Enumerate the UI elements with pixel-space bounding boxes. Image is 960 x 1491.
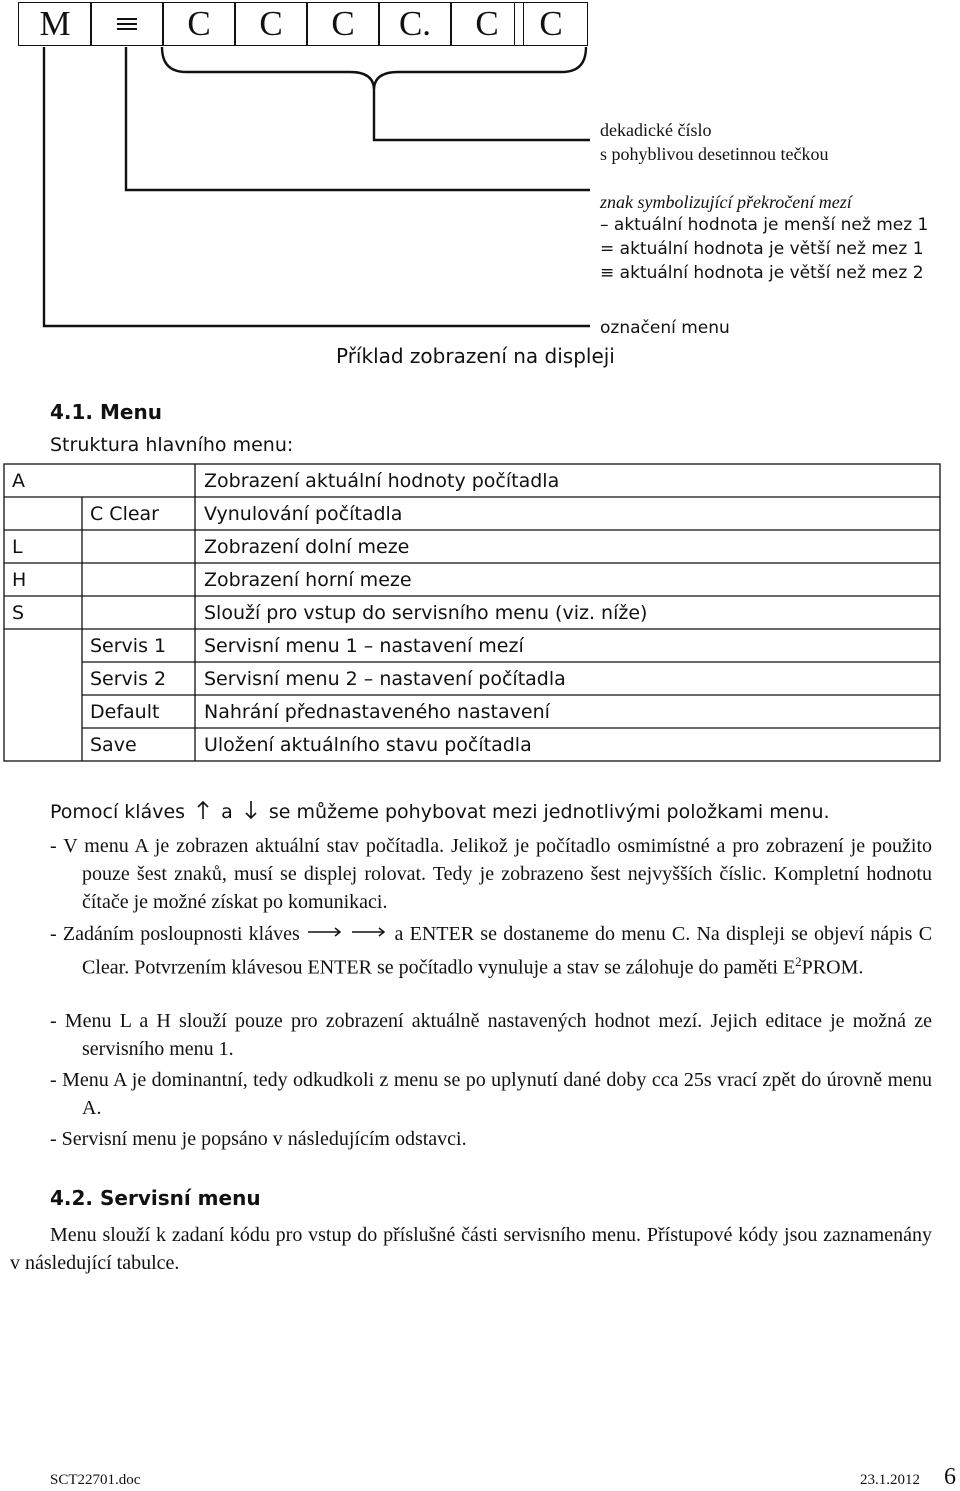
menu-description-cell: Slouží pro vstup do servisního menu (viz. níže) <box>204 601 648 624</box>
menu-key-cell: S <box>12 601 25 624</box>
decimal-annotation-line-2: s pohyblivou desetinnou tečkou <box>600 144 829 164</box>
footer-filename: SCT22701.doc <box>50 1472 141 1488</box>
limit-annotation-title: znak symbolizující překročení mezí <box>600 192 852 212</box>
menu-description-cell: Zobrazení aktuální hodnoty počítadla <box>204 469 560 492</box>
arrow-down-icon <box>243 800 259 820</box>
display-cell-7: C <box>450 2 524 46</box>
display-caption: Příklad zobrazení na displeji <box>336 344 615 368</box>
decimal-annotation-line-1: dekadické číslo <box>600 120 712 140</box>
footer-date: 23.1.2012 <box>860 1472 920 1488</box>
bullet-menu-a: - V menu A je zobrazen aktuální stav počítadla. Jelikož je počítadlo osmimístné a pro zobrazení je použito pouze šest znaků, musí se displej rolovat. Tedy je zobrazeno šest nejvyšších číslic. Kompletní hodnotu čítače je možné získat po komunikaci. <box>50 835 932 913</box>
arrow-right-icon <box>350 925 388 939</box>
menu-description-cell: Servisní menu 1 – nastavení mezí <box>204 634 524 657</box>
menu-submenu-cell: Servis 1 <box>90 634 167 657</box>
menu-submenu-cell: Default <box>90 700 160 723</box>
bullet-service-menu: - Servisní menu je popsáno v následujícím odstavci. <box>50 1128 467 1150</box>
menu-key-cell: L <box>12 535 23 558</box>
menu-key-cell: H <box>12 568 27 591</box>
display-cell-1: M <box>18 2 92 46</box>
arrow-right-icon <box>306 925 344 939</box>
menu-description-cell: Zobrazení dolní meze <box>204 535 410 558</box>
triple-bar-symbol: ≡ <box>600 263 615 283</box>
menu-structure-label: Struktura hlavního menu: <box>50 434 294 456</box>
dash-symbol: – <box>600 215 609 235</box>
display-cell-4: C <box>234 2 308 46</box>
limit-annotation-1: – aktuální hodnota je menší než mez 1 <box>600 215 929 235</box>
menu-mark-annotation: označení menu <box>600 318 730 338</box>
display-cell-3: C <box>162 2 236 46</box>
limit-annotation-2: = aktuální hodnota je větší než mez 1 <box>600 239 924 259</box>
bullet-menu-a-dominant: - Menu A je dominantní, tedy odkudkoli z menu se po uplynutí dané doby cca 25s vrací zpět do úrovně menu A. <box>50 1069 932 1119</box>
limit-annotation-3: ≡ aktuální hodnota je větší než mez 2 <box>600 263 924 283</box>
bullet-menu-c: - Zadáním posloupnosti kláves a ENTER se dostaneme do menu C. Na displeji se objeví nápis C Clear. Potvrzením klávesou ENTER se počítadlo vynuluje a stav se zálohuje do paměti $E^2PROM$. <box>50 923 933 979</box>
bullet-menu-lh: - Menu L a H slouží pouze pro zobrazení aktuálně nastavených hodnot mezí. Jejich editace je možná ze servisního menu 1. <box>50 1010 932 1060</box>
menu-submenu-cell: Servis 2 <box>90 667 167 690</box>
menu-key-cell: A <box>12 469 25 492</box>
menu-submenu-cell: C Clear <box>90 502 159 525</box>
display-cell-6: C. <box>378 2 452 46</box>
menu-description-cell: Vynulování počítadla <box>204 502 403 525</box>
menu-description-cell: Zobrazení horní meze <box>204 568 412 591</box>
footer-page-number: 6 <box>944 1464 956 1490</box>
service-menu-body: Menu slouží k zadaní kódu pro vstup do příslušné části servisního menu. Přístupové kódy jsou zaznamenány v následující tabulce. <box>10 1224 932 1274</box>
menu-description-cell: Servisní menu 2 – nastavení počítadla <box>204 667 566 690</box>
section-menu-heading: 4.1. Menu <box>50 400 162 424</box>
menu-description-cell: Uložení aktuálního stavu počítadla <box>204 733 532 756</box>
section-service-heading: 4.2. Servisní menu <box>50 1186 261 1210</box>
menu-submenu-cell: Save <box>90 733 137 756</box>
display-cell-8: C <box>514 2 588 46</box>
navigation-sentence: Pomocí kláves a se můžeme pohybovat mezi jednotlivými položkami menu. <box>50 801 830 823</box>
arrow-up-icon <box>195 800 211 820</box>
display-cell-5: C <box>306 2 380 46</box>
menu-description-cell: Nahrání přednastaveného nastavení <box>204 700 550 723</box>
equals-symbol: = <box>600 239 615 259</box>
